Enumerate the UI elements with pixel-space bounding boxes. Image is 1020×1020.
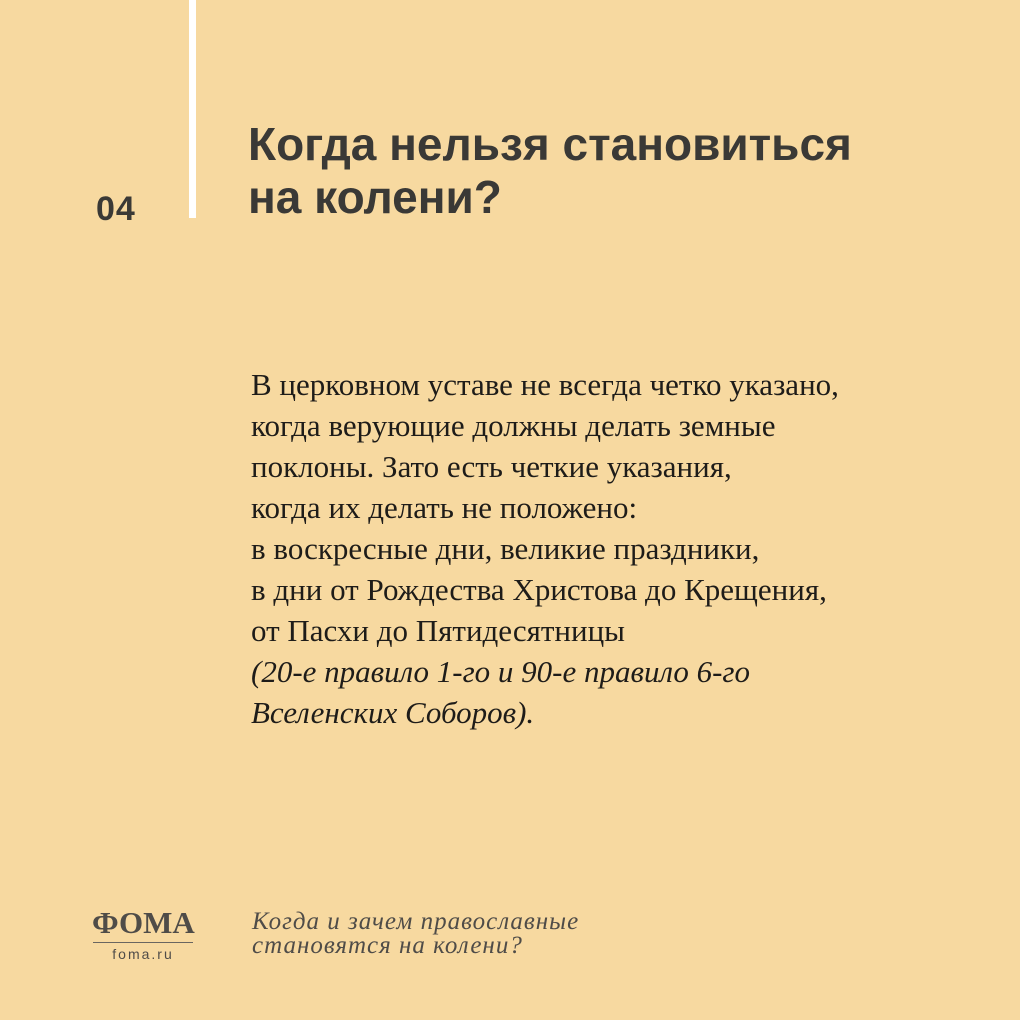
- footer-caption: [252, 910, 992, 958]
- logo-name: ФОМА: [92, 905, 195, 940]
- slide-number: 04: [96, 190, 136, 228]
- body-line: от Пасхи до Пятидесятницы: [251, 613, 625, 648]
- body-line: В церковном уставе не всегда четко указано,: [251, 367, 839, 402]
- caption-line: становятся на колени?: [252, 932, 523, 959]
- body-line: поклоны. Зато есть четкие указания,: [251, 449, 732, 484]
- body-line: когда верующие должны делать земные: [251, 408, 776, 443]
- logo-site-link[interactable]: foma.ru: [112, 946, 174, 962]
- body-citation-line: Вселенских Соборов).: [251, 695, 535, 730]
- title-line: на колени?: [248, 171, 502, 223]
- body-citation-line: (20-е правило 1-го и 90-е правило 6-го: [251, 654, 751, 689]
- foma-logo[interactable]: [92, 906, 194, 962]
- vertical-divider: [189, 0, 196, 218]
- body-line: в дни от Рождества Христова до Крещения,: [251, 572, 827, 607]
- page-title: [248, 118, 988, 224]
- logo-rule: [93, 942, 193, 943]
- caption-line: Когда и зачем православные: [252, 908, 580, 935]
- body-line: в воскресные дни, великие праздники,: [251, 531, 760, 566]
- body-line: когда их делать не положено:: [251, 490, 638, 525]
- body-paragraph: [251, 364, 991, 733]
- title-line: Когда нельзя становиться: [248, 118, 852, 170]
